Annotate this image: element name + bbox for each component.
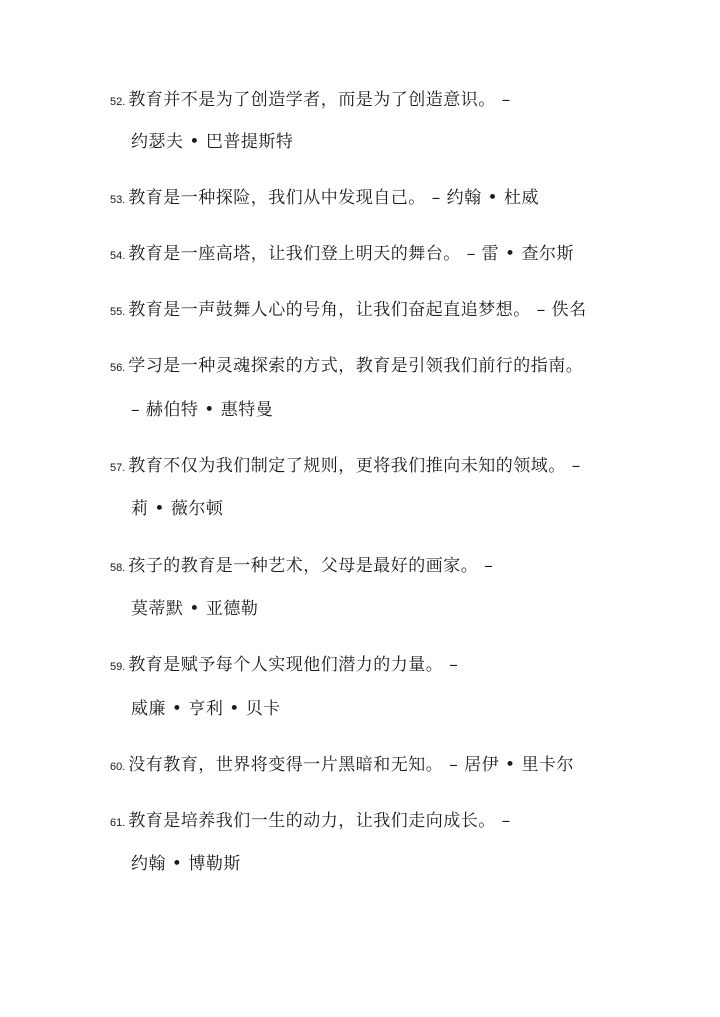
quote-text: 孩子的教育是一种艺术，父母是最好的画家。 – [128,556,494,576]
quote-54-line-1 [110,242,710,268]
quote-number: 61. [110,817,126,829]
quote-number: 59. [110,661,126,673]
quote-number: 57. [110,462,126,474]
quote-53-line-1 [110,186,710,212]
quote-57-line-2: 莉 • 薇尔顿 [131,499,224,519]
quote-60-line-1 [110,753,710,779]
quote-number: 58. [110,562,126,574]
quote-56-line-1 [110,354,710,380]
quote-number: 60. [110,761,126,773]
quote-61-line-2: 约翰 • 博勒斯 [131,854,241,874]
quote-number: 55. [110,306,126,318]
quote-61-line-1 [110,809,710,835]
quote-text: 教育不仅为我们制定了规则，更将我们推向未知的领域。 – [128,456,581,476]
quote-text: 教育是赋予每个人实现他们潜力的力量。 – [128,655,459,675]
quote-52-line-1 [110,88,710,114]
quote-number: 56. [110,362,126,374]
quote-text: 教育是一声鼓舞人心的号角，让我们奋起直追梦想。 – 佚名 [128,300,587,320]
quote-text: 教育并不是为了创造学者，而是为了创造意识。 – [128,90,511,110]
quote-58-line-1 [110,554,710,580]
quote-58-line-2: 莫蒂默 • 亚德勒 [131,599,259,619]
quote-text: 教育是一种探险，我们从中发现自己。 – 约翰 • 杜威 [128,188,539,208]
quote-59-line-1 [110,653,710,679]
quote-56-line-2: – 赫伯特 • 惠特曼 [131,400,274,420]
quote-55-line-1 [110,298,710,324]
quote-59-line-2: 威廉 • 亨利 • 贝卡 [131,699,281,719]
quote-52-line-2: 约瑟夫 • 巴普提斯特 [131,132,294,152]
quote-text: 学习是一种灵魂探索的方式，教育是引领我们前行的指南。 [128,356,584,376]
quote-text: 教育是一座高塔，让我们登上明天的舞台。 – 雷 • 查尔斯 [128,244,574,264]
quote-number: 54. [110,250,126,262]
quote-text: 没有教育，世界将变得一片黑暗和无知。 – 居伊 • 里卡尔 [128,755,574,775]
quote-number: 52. [110,96,126,108]
quote-text: 教育是培养我们一生的动力，让我们走向成长。 – [128,811,511,831]
quote-57-line-1 [110,454,710,480]
quote-number: 53. [110,194,126,206]
